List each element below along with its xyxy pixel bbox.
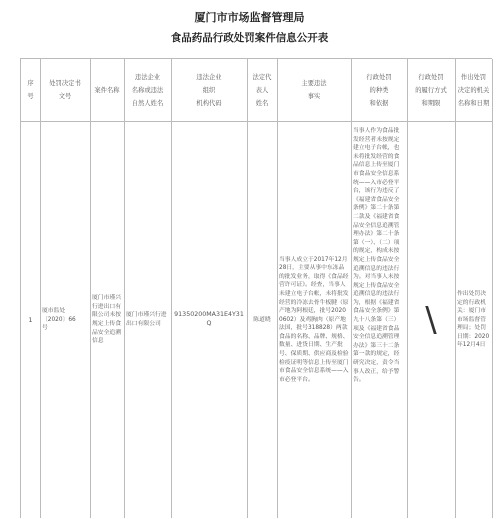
- row-penalty: 当事人作为食品批发经营者未按规定建立电子台帐，也未将批发经营的食品信息上传至厦门市食品安全信息系统——入市必登平台，该行为违反了《福建省食品安全条例》第二十条第二款及《福建省食品安全信息追溯管理办法》第二十条第（一）、（二）项的规定，构成未按规定上传食品安全追溯信息的违法行为。对当事人未按规定上传食品安全追溯信息的违法行为，根据《福建省食品安全条例》第九十八条第（三）项及《福建省食品安全信息追溯管理办法》第三十二条第一款的规定，经研究决定，责令当事人改正，给予警告。: [353, 128, 400, 384]
- row-legal-rep: 陈道晓: [253, 316, 271, 323]
- header-org-code: 违法企业 组织 机构代码: [196, 73, 222, 107]
- header-seq: 序 号: [27, 80, 34, 100]
- page-title: 厦门市市场监督管理局: [194, 11, 305, 24]
- row-seq: 1: [28, 316, 33, 324]
- row-execution: \: [425, 300, 437, 340]
- page-subtitle: 食品药品行政处罚案件信息公开表: [170, 32, 329, 44]
- header-authority: 作出处罚 决定的机关 名称和日期: [457, 73, 490, 107]
- header-doc-no: 处罚决定书 文号: [49, 80, 81, 100]
- row-case-name: 厦门市瑾兴行进出口有限公司未按规定上传食品安全追溯信息: [92, 295, 121, 345]
- row-facts: 当事人成立于2017年12月28日，主要从事中东冻品的批发业务，取得《食品经营许可证》。经查，当事人未建立电子台帐，未将批发经营的冷冻去骨牛板腱（原产地为阿根廷，批号20200602）及鸡胸肉（原产地法国，批号318828）两款食品的名称、品牌、规格、数量、进货日期、生产批号、保质期、供应商及检验检疫证明等信息上传至厦门市食品安全信息系统——入市必登平台。: [279, 256, 349, 383]
- case-table: [20, 58, 492, 518]
- header-penalty: 行政处罚 的种类 和依据: [366, 73, 392, 107]
- header-execution: 行政处罚 的履行方式 和期限: [415, 73, 447, 107]
- header-legal-rep: 法定代 表人 姓名: [252, 73, 272, 107]
- row-authority: 作出处罚决定的行政机关：厦门市市场监督管理局；处罚日期：2020年12月4日: [457, 290, 490, 349]
- header-case-name: 案件名称: [94, 86, 120, 94]
- header-entity: 违法企业 名称或违法 自然人姓名: [131, 73, 164, 107]
- row-entity: 厦门市瑾兴行进出口有限公司: [126, 312, 167, 327]
- header-facts: 主要违法 事实: [301, 80, 327, 100]
- row-doc-no: 厦市监处 〔2020〕66 号: [42, 308, 76, 332]
- row-org-code: 91350200MA31E4Y31Q: [174, 311, 244, 327]
